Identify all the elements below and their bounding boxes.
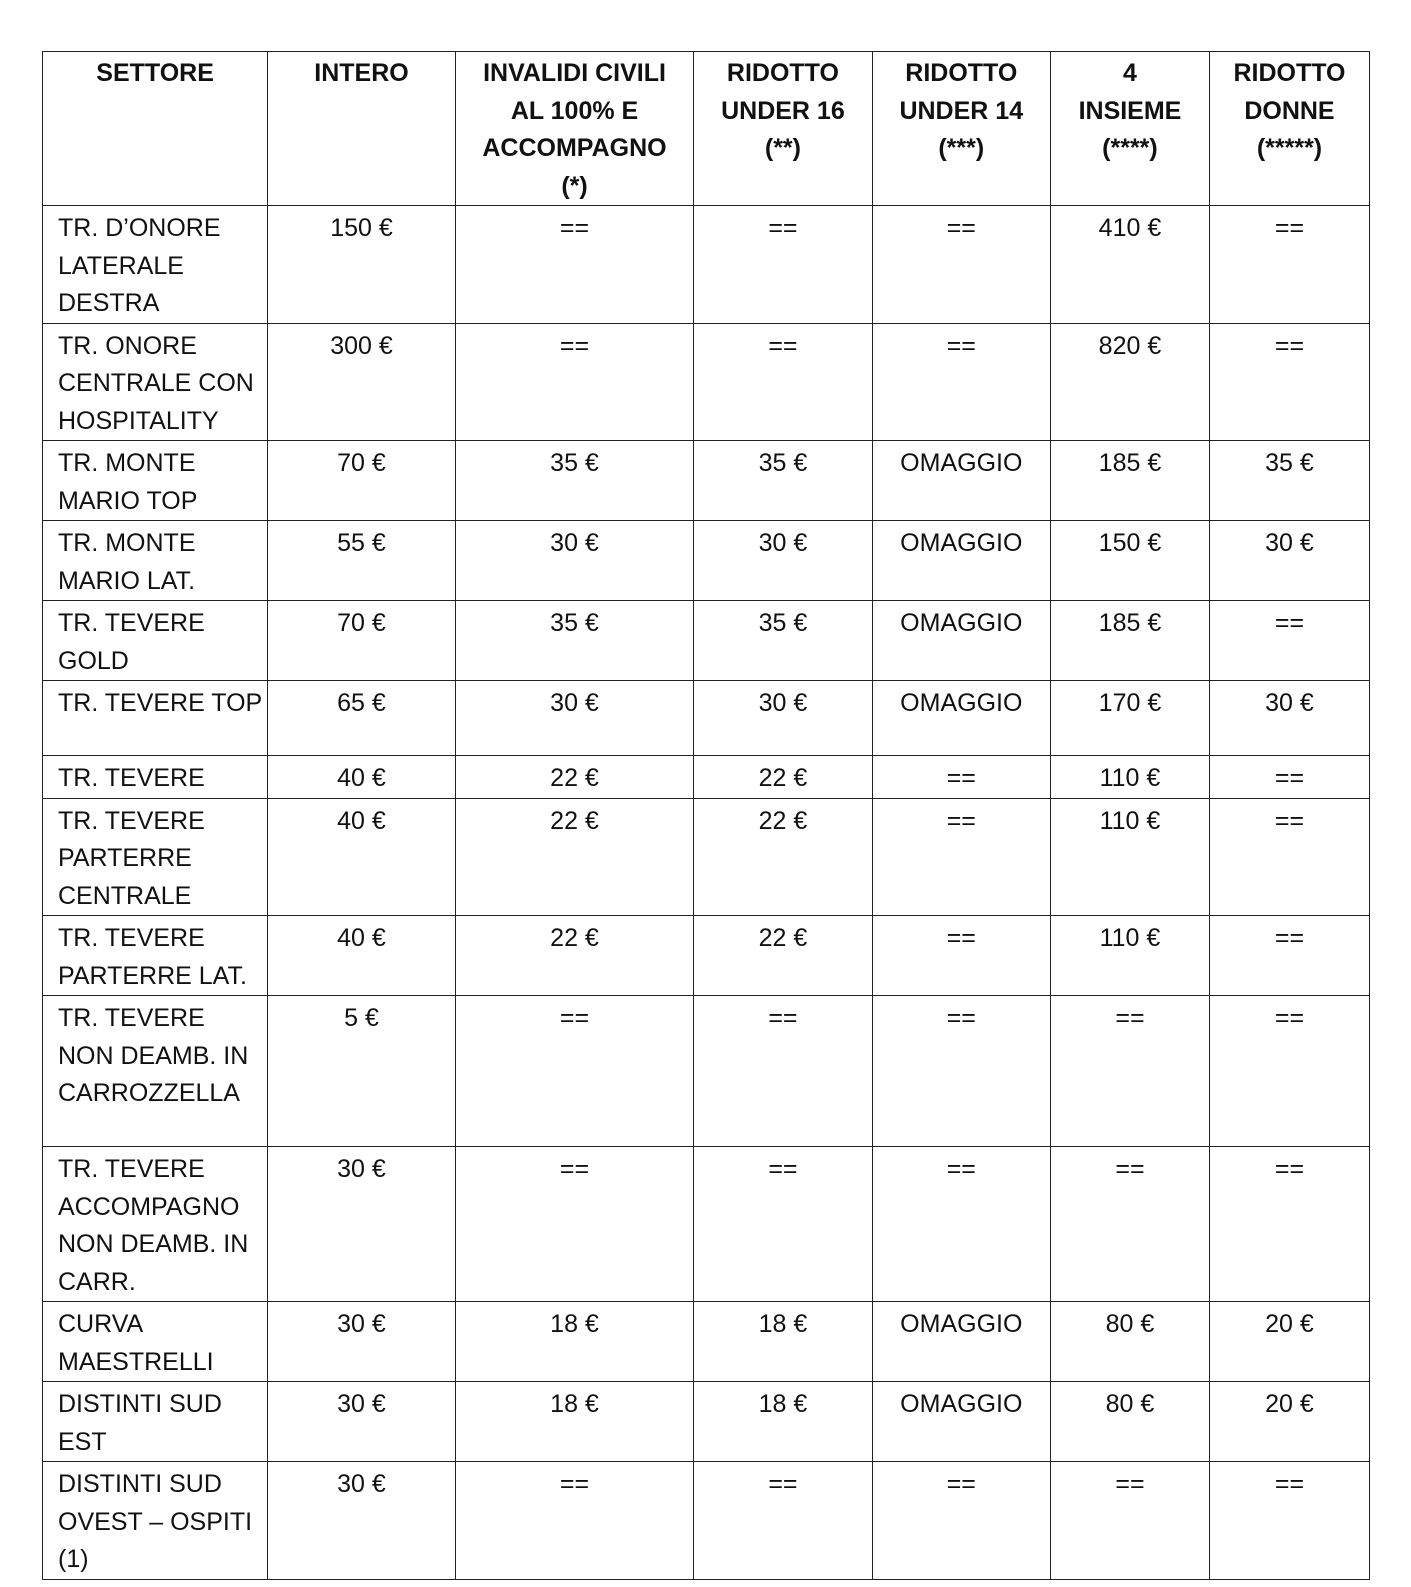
cell-donne: == [1209, 1462, 1369, 1580]
cell-under16: 22 € [694, 756, 872, 799]
header-under16 [694, 52, 872, 206]
cell-under14: OMAGGIO [872, 601, 1050, 681]
table-row [43, 323, 1370, 441]
header-line: ACCOMPAGNO [482, 134, 667, 162]
cell-under14: == [872, 1147, 1050, 1302]
cell-intero: 30 € [268, 1147, 456, 1302]
cell-insieme: 150 € [1050, 521, 1209, 601]
cell-donne: == [1209, 323, 1369, 441]
header-line: (**) [764, 134, 801, 162]
table-row [43, 1382, 1370, 1462]
header-line: RIDOTTO [1233, 59, 1346, 87]
header-line: (****) [1102, 134, 1158, 162]
cell-insieme: 410 € [1050, 206, 1209, 324]
cell-donne: 35 € [1209, 441, 1369, 521]
cell-settore: TR. TEVERE NON DEAMB. IN CARROZZELLA [43, 996, 268, 1147]
cell-under16: == [694, 996, 872, 1147]
cell-under14: OMAGGIO [872, 441, 1050, 521]
price-table [42, 51, 1370, 1580]
cell-insieme: == [1050, 996, 1209, 1147]
cell-intero: 65 € [268, 681, 456, 756]
cell-invalidi: 18 € [455, 1302, 693, 1382]
cell-insieme: 185 € [1050, 441, 1209, 521]
cell-under14: == [872, 996, 1050, 1147]
header-line: (***) [938, 134, 985, 162]
cell-donne: 20 € [1209, 1302, 1369, 1382]
cell-settore: TR. ONORE CENTRALE CON HOSPITALITY [43, 323, 268, 441]
header-line: RIDOTTO [905, 59, 1018, 87]
cell-invalidi: == [455, 996, 693, 1147]
table-row [43, 601, 1370, 681]
cell-under14: == [872, 916, 1050, 996]
cell-under16: 22 € [694, 916, 872, 996]
header-line: (*****) [1256, 134, 1323, 162]
header-donne [1209, 52, 1369, 206]
cell-settore: TR. TEVERE GOLD [43, 601, 268, 681]
cell-intero: 55 € [268, 521, 456, 601]
cell-under14: == [872, 756, 1050, 799]
header-line: INSIEME [1078, 96, 1182, 125]
table-row [43, 916, 1370, 996]
cell-settore: DISTINTI SUD OVEST – OSPITI (1) [43, 1462, 268, 1580]
cell-settore: TR. TEVERE ACCOMPAGNO NON DEAMB. IN CARR. [43, 1147, 268, 1302]
header-settore [43, 52, 268, 206]
cell-under16: == [694, 1147, 872, 1302]
cell-insieme: 110 € [1050, 756, 1209, 799]
cell-under14: == [872, 206, 1050, 324]
cell-donne: 30 € [1209, 521, 1369, 601]
cell-invalidi: 22 € [455, 916, 693, 996]
cell-insieme: 820 € [1050, 323, 1209, 441]
cell-donne: == [1209, 996, 1369, 1147]
cell-settore: TR. TEVERE PARTERRE CENTRALE [43, 798, 268, 916]
cell-settore: DISTINTI SUD EST [43, 1382, 268, 1462]
cell-invalidi: 22 € [455, 756, 693, 799]
cell-invalidi: == [455, 323, 693, 441]
cell-intero: 300 € [268, 323, 456, 441]
header-invalidi [455, 52, 693, 206]
header-line: (*) [561, 171, 588, 200]
cell-under16: 22 € [694, 798, 872, 916]
cell-insieme: 185 € [1050, 601, 1209, 681]
cell-intero: 40 € [268, 916, 456, 996]
cell-invalidi: == [455, 206, 693, 324]
cell-intero: 5 € [268, 996, 456, 1147]
table-row [43, 756, 1370, 799]
table-row [43, 996, 1370, 1147]
cell-settore: TR. TEVERE TOP [43, 681, 268, 756]
cell-under14: == [872, 1462, 1050, 1580]
cell-under16: 35 € [694, 601, 872, 681]
cell-intero: 150 € [268, 206, 456, 324]
table-row [43, 441, 1370, 521]
table-row [43, 798, 1370, 916]
table-row [43, 681, 1370, 756]
cell-invalidi: == [455, 1462, 693, 1580]
table-row [43, 1462, 1370, 1580]
cell-under16: 30 € [694, 681, 872, 756]
cell-invalidi: 35 € [455, 601, 693, 681]
cell-under14: OMAGGIO [872, 681, 1050, 756]
cell-under16: 30 € [694, 521, 872, 601]
cell-invalidi: 30 € [455, 681, 693, 756]
cell-settore: TR. MONTE MARIO LAT. [43, 521, 268, 601]
cell-under14: OMAGGIO [872, 1382, 1050, 1462]
table-row [43, 1302, 1370, 1382]
cell-settore: TR. TEVERE [43, 756, 268, 799]
cell-intero: 30 € [268, 1302, 456, 1382]
cell-under16: == [694, 206, 872, 324]
cell-intero: 30 € [268, 1382, 456, 1462]
header-row [43, 52, 1370, 206]
cell-insieme: == [1050, 1462, 1209, 1580]
cell-under14: == [872, 798, 1050, 916]
cell-under16: 18 € [694, 1382, 872, 1462]
cell-settore: TR. TEVERE PARTERRE LAT. [43, 916, 268, 996]
header-line: UNDER 16 [721, 96, 845, 125]
cell-under14: OMAGGIO [872, 1302, 1050, 1382]
cell-invalidi: == [455, 1147, 693, 1302]
cell-intero: 70 € [268, 601, 456, 681]
table-row [43, 1147, 1370, 1302]
cell-invalidi: 30 € [455, 521, 693, 601]
header-line: 4 [1123, 59, 1137, 87]
header-line: AL 100% E [510, 96, 639, 125]
cell-settore: TR. MONTE MARIO TOP [43, 441, 268, 521]
cell-insieme: 170 € [1050, 681, 1209, 756]
cell-insieme: 80 € [1050, 1302, 1209, 1382]
cell-under16: 18 € [694, 1302, 872, 1382]
cell-under16: == [694, 1462, 872, 1580]
cell-intero: 30 € [268, 1462, 456, 1580]
cell-donne: == [1209, 916, 1369, 996]
header-under14 [872, 52, 1050, 206]
cell-donne: == [1209, 798, 1369, 916]
cell-intero: 40 € [268, 756, 456, 799]
header-line: INTERO [314, 59, 409, 87]
cell-under14: OMAGGIO [872, 521, 1050, 601]
cell-settore: TR. D’ONORE LATERALE DESTRA [43, 206, 268, 324]
header-insieme [1050, 52, 1209, 206]
cell-donne: == [1209, 1147, 1369, 1302]
cell-insieme: 80 € [1050, 1382, 1209, 1462]
cell-invalidi: 22 € [455, 798, 693, 916]
cell-invalidi: 35 € [455, 441, 693, 521]
cell-insieme: == [1050, 1147, 1209, 1302]
cell-invalidi: 18 € [455, 1382, 693, 1462]
header-line: INVALIDI CIVILI [483, 59, 666, 87]
cell-donne: == [1209, 206, 1369, 324]
cell-under16: == [694, 323, 872, 441]
cell-donne: 20 € [1209, 1382, 1369, 1462]
header-line: SETTORE [96, 59, 214, 87]
header-intero [268, 52, 456, 206]
cell-under14: == [872, 323, 1050, 441]
cell-intero: 70 € [268, 441, 456, 521]
cell-donne: == [1209, 756, 1369, 799]
table-row [43, 521, 1370, 601]
table-row [43, 206, 1370, 324]
cell-settore: CURVA MAESTRELLI [43, 1302, 268, 1382]
cell-insieme: 110 € [1050, 798, 1209, 916]
cell-donne: == [1209, 601, 1369, 681]
header-line: RIDOTTO [726, 59, 839, 87]
cell-donne: 30 € [1209, 681, 1369, 756]
cell-under16: 35 € [694, 441, 872, 521]
cell-insieme: 110 € [1050, 916, 1209, 996]
cell-intero: 40 € [268, 798, 456, 916]
header-line: UNDER 14 [899, 96, 1024, 125]
header-line: DONNE [1244, 96, 1335, 125]
